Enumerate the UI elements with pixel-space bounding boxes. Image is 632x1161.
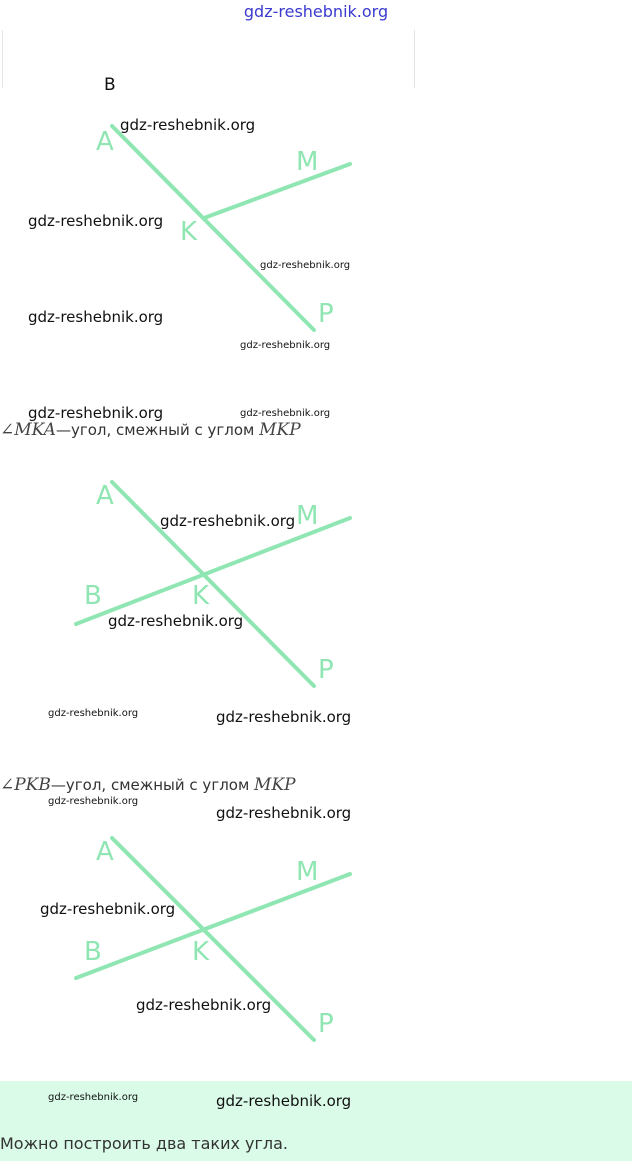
angle-pkb: ∠PKB — [0, 775, 51, 795]
label-k: K — [192, 937, 210, 967]
caption-1-text: —угол, смежный с углом — [55, 421, 260, 439]
caption-2 — [0, 775, 296, 795]
watermark: gdz-reshebnik.org — [28, 404, 164, 422]
watermark: gdz-reshebnik.org — [48, 796, 139, 807]
label-m: M — [296, 501, 319, 531]
label-a: A — [96, 127, 114, 157]
watermark: gdz-reshebnik.org — [108, 612, 244, 630]
label-k: K — [180, 217, 198, 247]
label-m: M — [296, 147, 319, 177]
cropped-frame — [2, 30, 415, 88]
label-m: M — [296, 857, 319, 887]
watermark: gdz-reshebnik.org — [48, 708, 139, 719]
caption-2-text: —угол, смежный с углом — [50, 776, 255, 794]
ray-km — [204, 164, 350, 218]
watermark: gdz-reshebnik.org — [240, 408, 331, 419]
watermark: gdz-reshebnik.org — [48, 1092, 139, 1103]
angle-mkp-ref-1: MKP — [259, 420, 301, 440]
answer-text: Можно построить два таких угла. — [0, 1134, 289, 1153]
caption-1 — [0, 420, 301, 440]
site-link[interactable]: gdz-reshebnik.org — [243, 2, 389, 21]
cropped-letter: B — [104, 75, 116, 90]
label-p: P — [318, 655, 334, 685]
watermark: gdz-reshebnik.org — [216, 708, 352, 726]
watermark: gdz-reshebnik.org — [28, 308, 164, 326]
label-p: P — [318, 299, 334, 329]
angle-mkp-ref-2: MKP — [254, 775, 296, 795]
watermark: gdz-reshebnik.org — [216, 1092, 352, 1110]
line-bm — [76, 874, 350, 978]
watermark: gdz-reshebnik.org — [136, 996, 272, 1014]
angle-mka: ∠MKA — [0, 420, 56, 440]
watermark: gdz-reshebnik.org — [216, 804, 352, 822]
figure-2 — [0, 470, 400, 700]
line-bm — [76, 518, 350, 624]
label-a: A — [96, 481, 114, 511]
label-k: K — [192, 581, 210, 611]
label-a: A — [96, 837, 114, 867]
watermark: gdz-reshebnik.org — [120, 116, 256, 134]
watermark: gdz-reshebnik.org — [160, 512, 296, 530]
watermark: gdz-reshebnik.org — [240, 340, 331, 351]
label-b: B — [84, 581, 102, 611]
watermark: gdz-reshebnik.org — [260, 260, 351, 271]
watermark: gdz-reshebnik.org — [40, 900, 176, 918]
label-p: P — [318, 1009, 334, 1039]
figure-3 — [0, 828, 400, 1058]
watermark: gdz-reshebnik.org — [28, 212, 164, 230]
label-b: B — [84, 937, 102, 967]
